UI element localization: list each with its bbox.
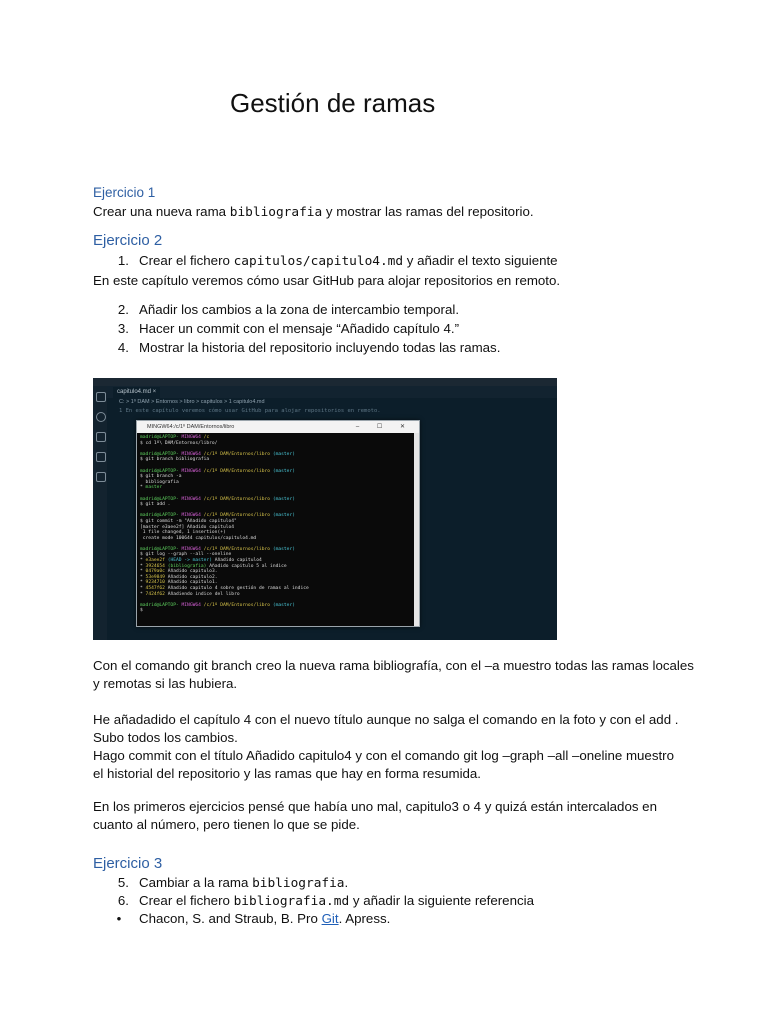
exercise-2-quote: En este capítulo veremos cómo usar GitHub para alojar repositorios en remoto. [93, 273, 561, 288]
step-text-pre: Crear el fichero [139, 253, 234, 268]
editor-menu-bar [93, 378, 557, 386]
search-icon [96, 412, 106, 422]
exercise-3-step-5 [109, 875, 348, 891]
step-number: 1. [117, 253, 129, 268]
reference-text-pre: Chacon, S. and Straub, B. Pro [139, 911, 322, 926]
paragraph-line: He añadadido el capítulo 4 con el nuevo título aunque no salga el comando en la foto y con el add . [93, 712, 679, 727]
exercise-3-step-6 [109, 893, 534, 909]
exercise-1-heading: Ejercicio 1 [93, 185, 156, 200]
terminal-scrollbar[interactable] [414, 433, 419, 626]
exercise-1-text-pre: Crear una nueva rama [93, 204, 230, 219]
exercise-3-heading: Ejercicio 3 [93, 855, 163, 872]
source-control-icon [96, 432, 106, 442]
exercise-2-step-1 [109, 253, 558, 269]
extensions-icon [96, 472, 106, 482]
exercise-2-step-4 [109, 340, 500, 355]
page-title: Gestión de ramas [230, 88, 436, 118]
bullet-symbol: • [116, 911, 122, 926]
step-text-pre: Cambiar a la rama [139, 875, 253, 890]
run-debug-icon [96, 452, 106, 462]
paragraph-line: el historial del repositorio y las ramas que hay en forma resumida. [93, 766, 482, 781]
step-number: 4. [117, 340, 129, 355]
step-code: bibliografia.md [233, 894, 350, 909]
step-code: capitulos/capitulo4.md [233, 254, 404, 269]
step-text-pre: Crear el fichero [139, 893, 234, 908]
editor-tab-row [107, 386, 557, 398]
activity-bar [93, 386, 107, 640]
editor-code-line: 1 En este capítulo veremos cómo usar GitHub para alojar repositorios en remoto. [119, 408, 381, 414]
step-code: bibliografia [252, 876, 345, 891]
exercise-1-text [93, 204, 534, 220]
paragraph-1 [93, 657, 694, 693]
exercise-2-step-2 [109, 302, 459, 317]
step-number: 3. [117, 321, 129, 336]
paragraph-line: Subo todos los cambios. [93, 730, 238, 745]
exercise-3-reference [109, 911, 390, 926]
step-number: 2. [117, 302, 129, 317]
editor-breadcrumb: C: > 1º DAM > Entornos > libro > capitulos > 1 capitulo4.md [119, 399, 265, 405]
git-link[interactable]: Git [321, 911, 339, 926]
step-number: 5. [117, 875, 129, 890]
exercise-1-text-post: y mostrar las ramas del repositorio. [322, 204, 534, 219]
step-text-post: . [344, 875, 349, 890]
exercise-2-step-3 [109, 321, 459, 336]
paragraph-line: Con el comando git branch creo la nueva rama bibliografía, con el –a muestro todas las ramas locales [93, 658, 694, 673]
paragraph-2 [93, 711, 679, 783]
terminal-titlebar [137, 421, 419, 433]
paragraph-line: Hago commit con el título Añadido capitulo4 y con el comando git log –graph –all –oneline muestro [93, 748, 674, 763]
explorer-icon [96, 392, 106, 402]
paragraph-line: y remotas si las hubiera. [93, 676, 238, 691]
step-text: Hacer un commit con el mensaje “Añadido capítulo 4.” [139, 321, 460, 336]
terminal-output: madrid@LAPTOP- MINGW64 /c $ cd 1º\ DAM/Entornos/libro/ madrid@LAPTOP- MINGW64 /c/1º DAM/Entornos/libro (master) $ git branch bibliografia madrid@LAPTOP- MINGW64 /c/1º DAM/Entornos/libro (master) $ git branch -a bibliografia * master madrid@LAPTOP- MINGW64 /c/1º DAM/Entornos/libro (master) $ git add . madrid@LAPTOP- MINGW64 /c/1º DAM/Entornos/libro (master) $ git commit -m "Añadido capitulo4" [master e3aee2f] Añadido capitulo4 1 file changed, 1 insertion(+) create mode 100644 capitulos/capitulo4.md madrid@LAPTOP- MINGW64 /c/1º DAM/Entornos/libro (master) $ git log --graph --all --oneline * e3aee2f (HEAD -> master) Añadido capitulo4 * 3924654 (bibliografia) Añadido capitulo 5 al indice * 0479a0c Añadido capitulo3. * 53e9849 Añadido capitulo2. * 9234710 Añadido capitulo1. * 4547f62 Añadido capitulo 4 sobre gestión de ramas al indice * 7424f62 Añadiendo indice del libro madrid@LAPTOP- MINGW64 /c/1º DAM/Entornos/libro (master) $ [140, 435, 309, 614]
paragraph-3 [93, 798, 657, 834]
git-bash-terminal [136, 420, 420, 627]
step-text: Añadir los cambios a la zona de intercambio temporal. [139, 302, 460, 317]
exercise-1-code: bibliografia [229, 205, 323, 220]
window-controls: – ☐ ✕ [355, 424, 413, 430]
paragraph-line: En los primeros ejercicios pensé que había uno mal, capitulo3 o 4 y quizá están intercalados en [93, 799, 657, 814]
step-text-post: y añadir la siguiente referencia [349, 893, 534, 908]
exercise-2-heading: Ejercicio 2 [93, 232, 163, 249]
reference-text-post: . Apress. [338, 911, 391, 926]
step-text: Mostrar la historia del repositorio incluyendo todas las ramas. [139, 340, 501, 355]
step-number: 6. [117, 893, 129, 908]
paragraph-line: cuanto al número, pero tienen lo que se pide. [93, 817, 360, 832]
terminal-title: MINGW64:/c/1º DAM/Entornos/libro [147, 424, 235, 430]
vscode-terminal-screenshot [93, 378, 557, 640]
step-text-post: y añadir el texto siguiente [403, 253, 558, 268]
editor-tab: capitulo4.md × [113, 387, 160, 398]
